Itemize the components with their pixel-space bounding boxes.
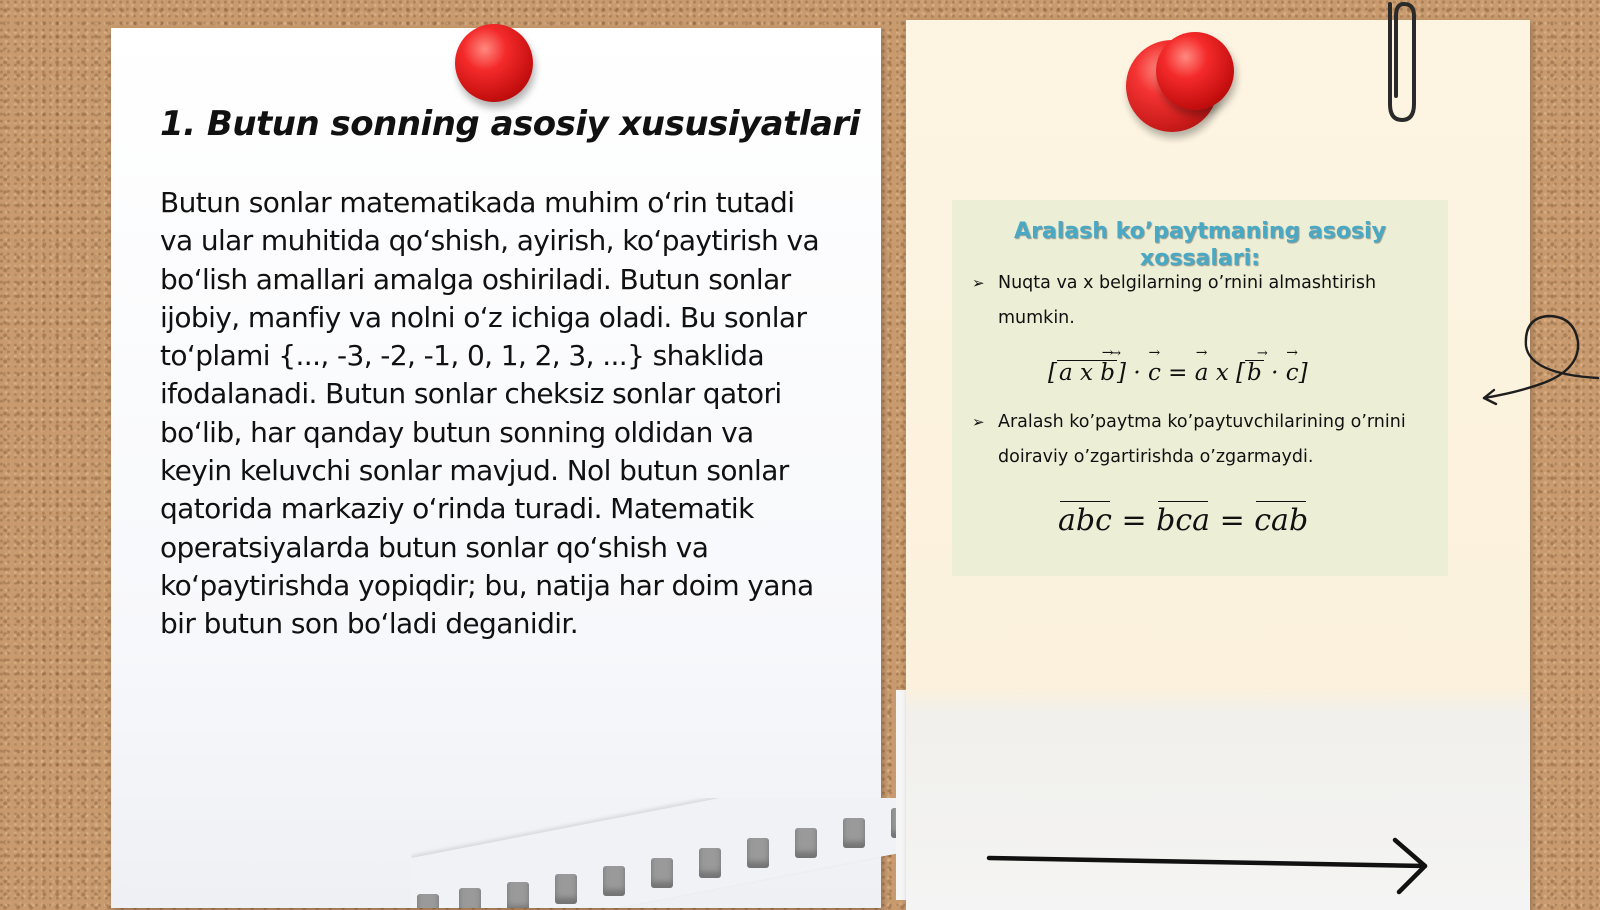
push-pin-icon: [455, 24, 533, 102]
bullet-arrow-icon: ➢: [972, 413, 985, 431]
left-card-body: Butun sonlar matematikada muhim o‘rin tutadi va ular muhitida qo‘shish, ayirish, ko‘paytirish va bo‘lish amallari amalga oshiriladi. Butun sonlar ijobiy, manfiy va nolni o‘z ichiga oladi. Bu sonlar to‘plami {..., -3, -2, -1, 0, 1, 2, 3, ...} shaklida ifodalanadi. Butun sonlar cheksiz sonlar qatori bo‘lib, har qanday butun sonning oldidan va keyin keluvchi sonlar mavjud. Nol butun sonlar qatorida markaziy o‘rinda turadi. Matematik operatsiyalarda butun sonlar qo‘shish va ko‘paytirishda yopiqdir; bu, natija har doim yana bir butun son bo‘ladi deganidir.: [160, 186, 820, 641]
bullet-arrow-icon: ➢: [972, 274, 985, 292]
arrow-right-icon: [985, 836, 1445, 896]
left-card-title: 1. Butun sonning asosiy xususiyatlari: [160, 104, 860, 144]
curly-arrow-icon: [1480, 312, 1600, 412]
formula-dot-cross: [a x b → →] · c → = a → x [b → · c →]: [1048, 360, 1308, 386]
slide-title: Aralash ko’paytmaning asosiy xossalari:: [1014, 219, 1386, 271]
bullet-text: Nuqta va x belgilarning o’rnini almashtirish mumkin.: [998, 273, 1377, 328]
bullet-text: Aralash ko’paytma ko’paytuvchilarining o’rnini doiraviy o’zgartirishda o’zgarmaydi.: [998, 412, 1406, 467]
bullet-item: [972, 266, 1442, 336]
push-pin-icon: [1156, 32, 1234, 110]
formula-cyclic: abc = bca = cab: [1058, 503, 1309, 538]
paper-clip-icon: [1378, 0, 1422, 126]
bullet-item: [972, 405, 1442, 475]
